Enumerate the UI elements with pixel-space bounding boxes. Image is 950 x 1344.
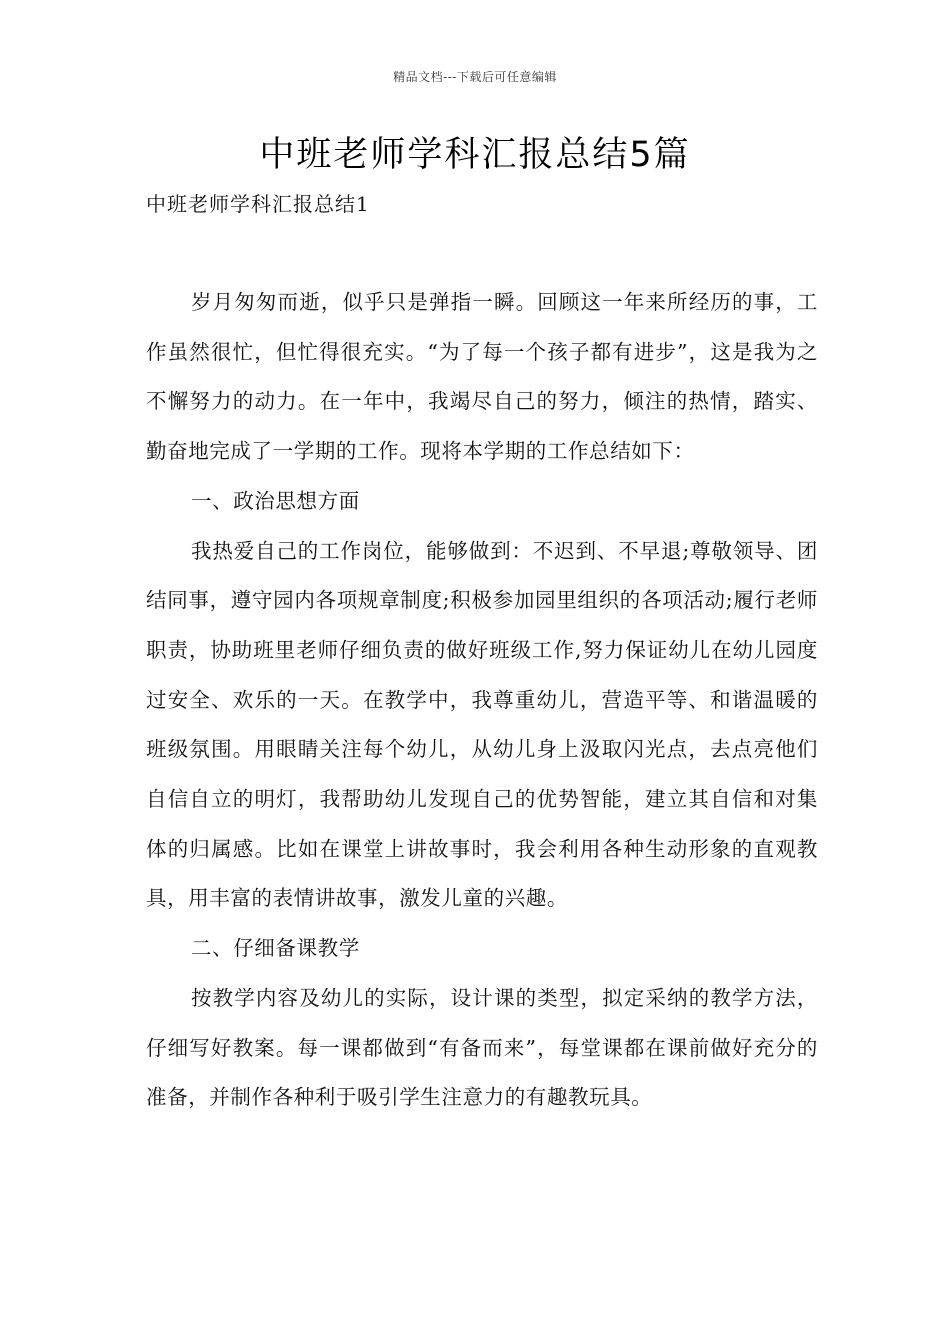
- section-heading-politics: 一、政治思想方面: [191, 488, 360, 513]
- document-title: 中班老师学科汇报总结5篇: [259, 135, 691, 175]
- section-paragraph-teaching: 按教学内容及幼儿的实际，设计课的类型，拟定采纳的教学方法，仔细写好教案。每一课都做到“有备而来”，每堂课都在课前做好充分的准备，并制作各种利于吸引学生注意力的有趣教玩具。: [146, 985, 818, 1110]
- header-note: 精品文档---下载后可任意编辑: [393, 70, 557, 84]
- document-subtitle: 中班老师学科汇报总结1: [146, 192, 370, 216]
- document-body: [146, 278, 818, 1123]
- section-paragraph-politics: 我热爱自己的工作岗位，能够做到：不迟到、不早退;尊敬领导、团结同事，遵守园内各项规章制度;积极参加园里组织的各项活动;履行老师职责，协助班里老师仔细负责的做好班级工作,努力保证幼儿在幼儿园度过安全、欢乐的一天。在教学中，我尊重幼儿，营造平等、和谐温暖的班级氛围。用眼睛关注每个幼儿，从幼儿身上汲取闪光点，去点亮他们自信自立的明灯，我帮助幼儿发现自己的优势智能，建立其自信和对集体的归属感。比如在课堂上讲故事时，我会利用各种生动形象的直观教具，用丰富的表情讲故事，激发儿童的兴趣。: [146, 538, 818, 911]
- section-heading-teaching: 二、仔细备课教学: [191, 936, 360, 961]
- intro-paragraph: 岁月匆匆而逝，似乎只是弹指一瞬。回顾这一年来所经历的事，工作虽然很忙，但忙得很充实。“为了每一个孩子都有进步”，这是我为之不懈努力的动力。在一年中，我竭尽自己的努力，倾注的热情，踏实、勤奋地完成了一学期的工作。现将本学期的工作总结如下：: [146, 290, 818, 464]
